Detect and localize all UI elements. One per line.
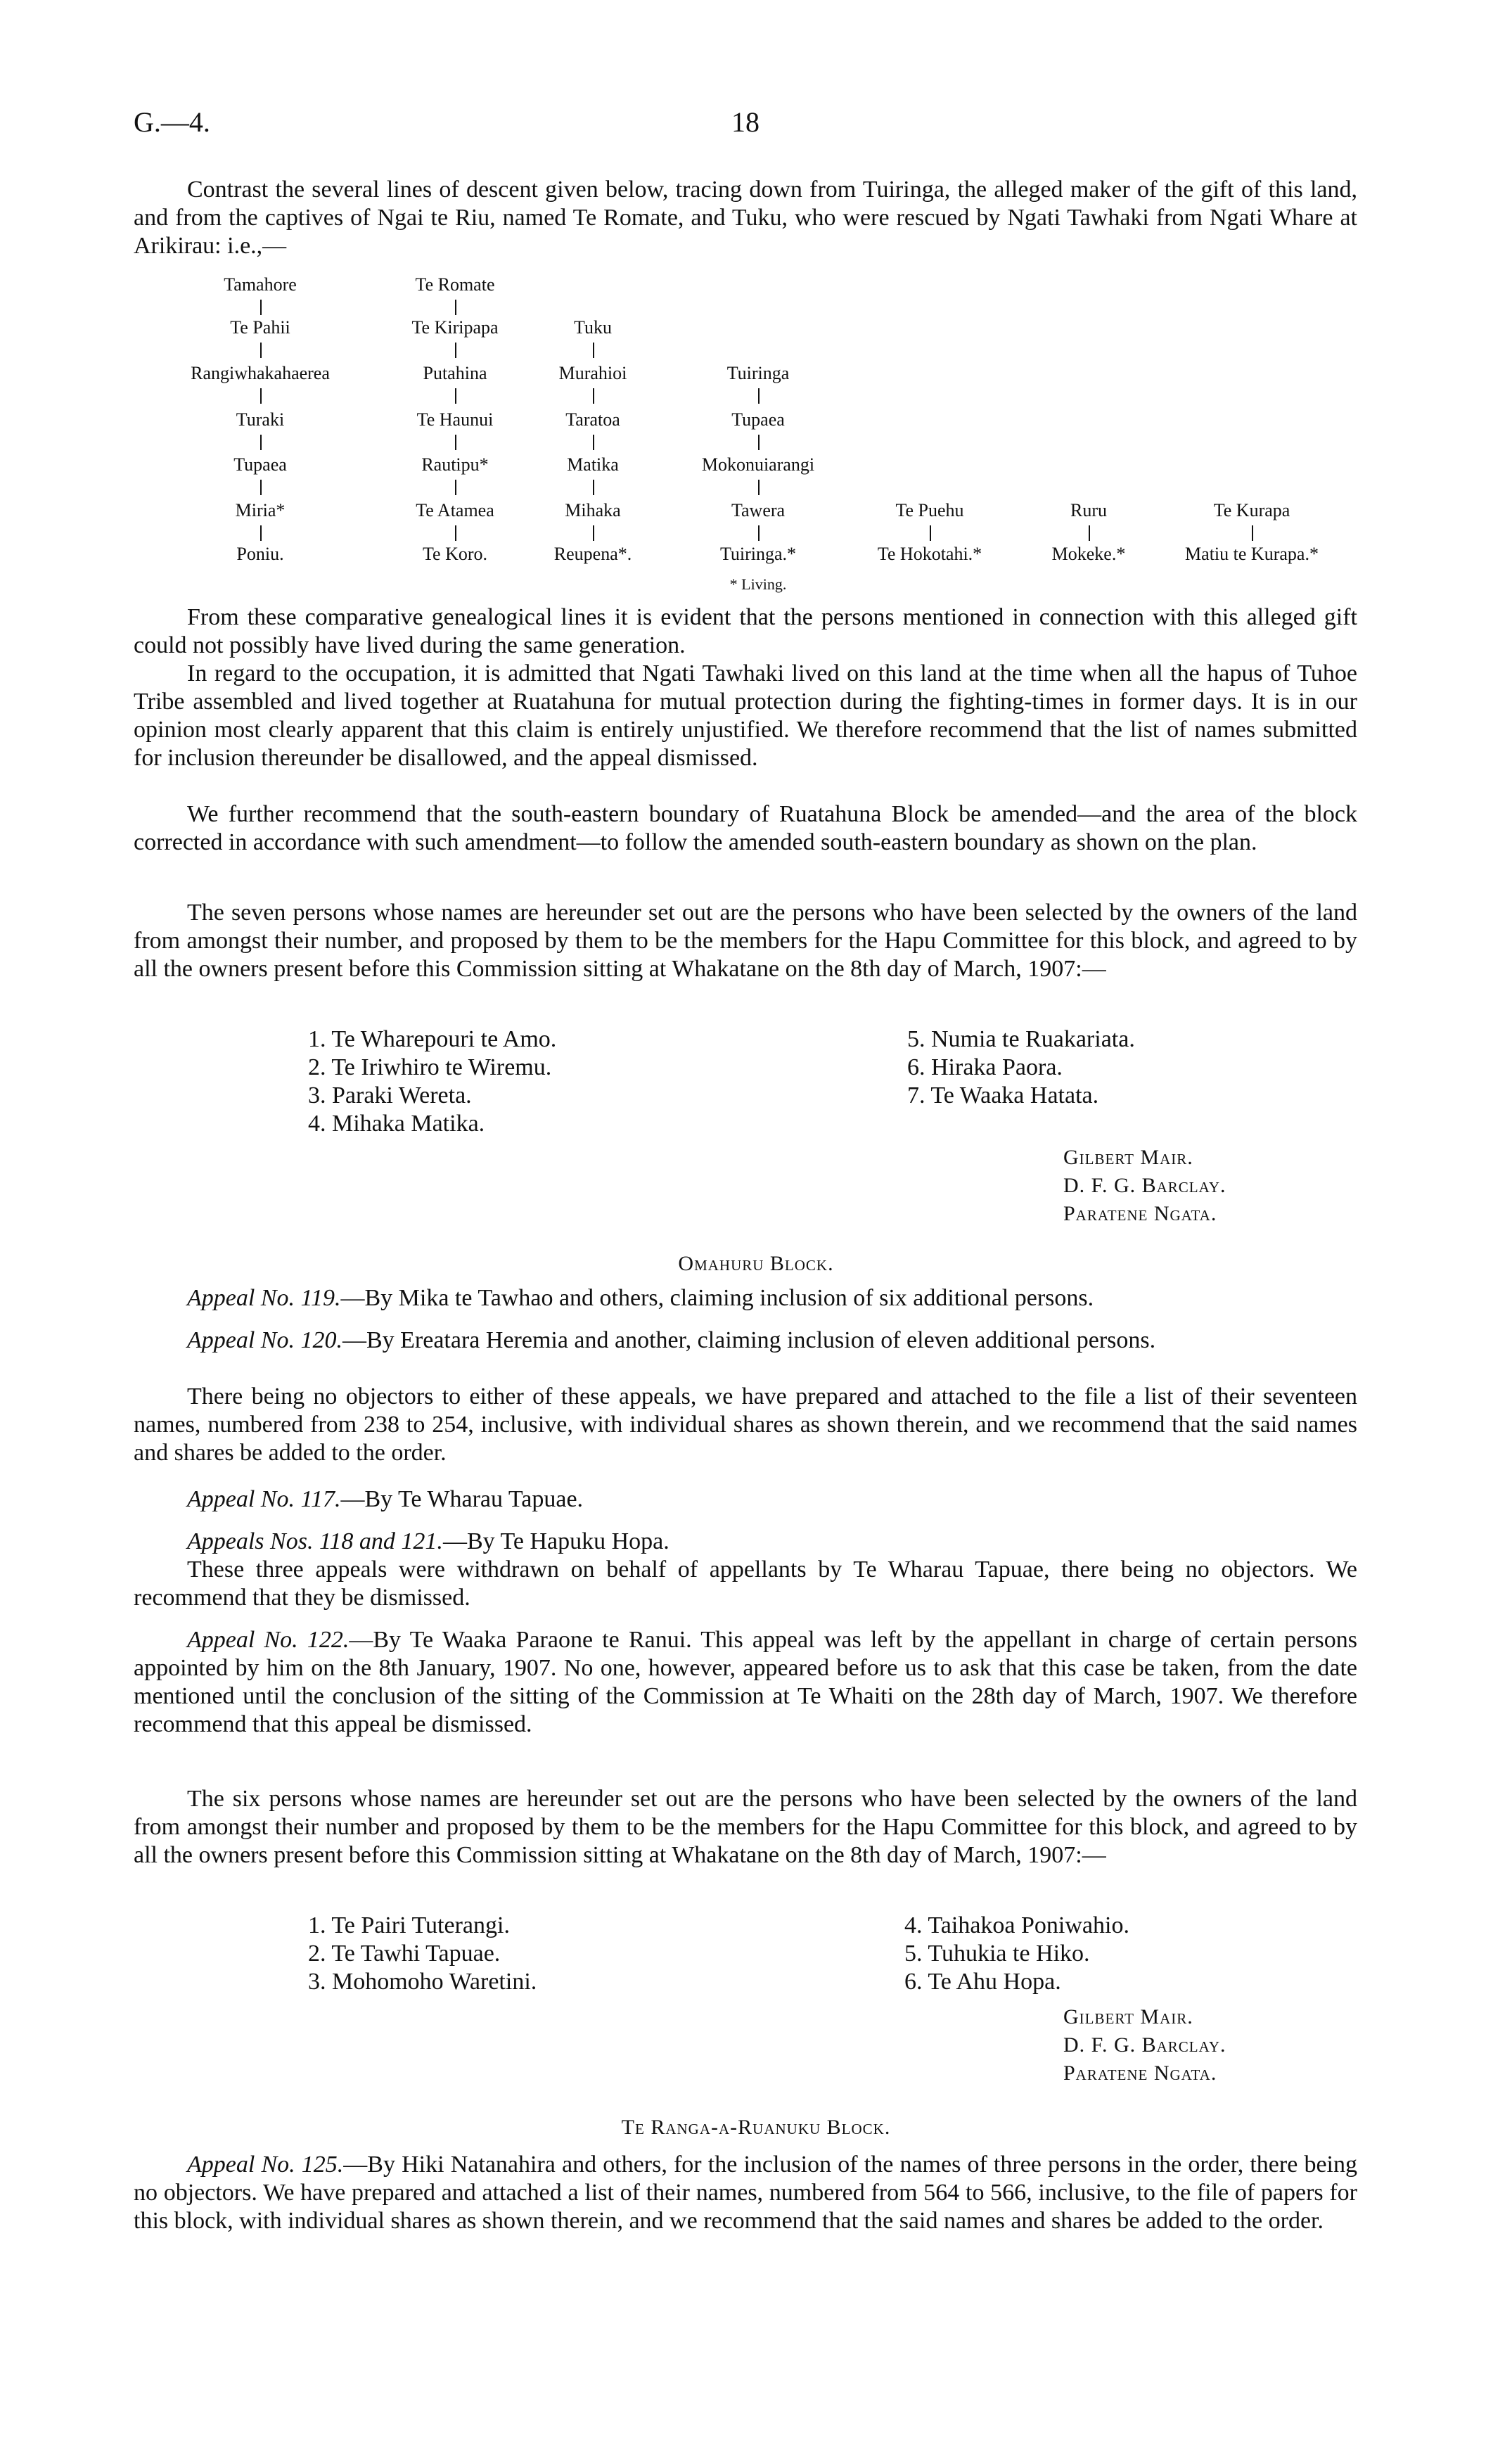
committee-member: 7. Te Waaka Hatata.: [907, 1082, 1099, 1108]
committee-member: 5. Numia te Ruakariata.: [907, 1026, 1135, 1052]
descent-line: [758, 480, 760, 495]
signature-ngata: Paratene Ngata.: [1063, 1202, 1217, 1225]
report-number: G.—4.: [134, 106, 210, 138]
descent-line: [455, 388, 456, 404]
genealogy-name: Poniu.: [236, 544, 284, 564]
genealogy-name: Miria*: [235, 500, 286, 520]
committee-member: 2. Te Iriwhiro te Wiremu.: [308, 1054, 552, 1080]
genealogy-name: Te Koro.: [422, 544, 488, 564]
descent-line: [455, 435, 456, 450]
genealogy-name: Te Pahii: [230, 317, 290, 338]
appeal-125-text: —By Hiki Natanahira and others, for the inclusion of the names of three persons in the order, there being no objectors. We have prepared and attached a list of their names, numbered from 564 to 566, inclusive, to the file of papers for this block, with individual shares as shown therein, and we recommend that the said names and shares be added to the order.: [134, 2152, 1358, 2234]
genealogy-name: Te Kurapa: [1213, 500, 1290, 520]
genealogy-name: Mihaka: [565, 500, 621, 520]
genealogy-name: Rangiwhakahaerea: [191, 363, 330, 383]
committee-member: 6. Hiraka Paora.: [907, 1054, 1063, 1080]
genealogy-name: Reupena*.: [553, 544, 632, 564]
appeal-122-text: —By Te Waaka Paraone te Ranui. This appeal was left by the appellant in charge of certain persons appointed by him on the 8th January, 1907. No one, however, appeared before us to ask that this case be taken, from the date mentioned until the conclusion of the sitting of the Commission at Te Whaiti on the 28th day of March, 1907. We therefore recommend that this appeal be dismissed.: [134, 1627, 1357, 1737]
genealogy-name: Tamahore: [224, 274, 297, 295]
descent-line: [930, 525, 931, 541]
descent-line: [455, 480, 456, 495]
genealogy-name: Tuku: [574, 317, 612, 338]
appeals-118-121-text: —By Te Hapuku Hopa.: [442, 1528, 669, 1554]
committee-member: 3. Mohomoho Waretini.: [308, 1969, 537, 1995]
appeal-125-label: Appeal No. 125.: [187, 2152, 344, 2178]
committee-intro-paragraph: The seven persons whose names are hereunder set out are the persons who have been selected by the owners of the land from amongst their number, and proposed by them to be the members for the Hapu Committee for this block, and agreed to by all the owners present before this Commission sitting at Whakatane on the 8th day of March, 1907:—: [134, 900, 1357, 982]
genealogy-name: Matika: [567, 454, 619, 475]
descent-line: [758, 388, 760, 404]
six-persons-paragraph: The six persons whose names are hereunder set out are the persons who have been selected by the owners of the land from amongst their number and proposed by them to be the members for the Hapu Committee for this block, and agreed to by all the owners present before this Commission sitting at Whakatane on the 8th day of March, 1907:—: [134, 1786, 1357, 1868]
genealogy-name: Putahina: [423, 363, 487, 383]
genealogy-name: Tupaea: [233, 454, 287, 475]
appeals-118-121: [134, 1528, 1357, 1556]
omahuru-heading: Omahuru Block.: [678, 1252, 834, 1275]
committee-member: 4. Taihakoa Poniwahio.: [904, 1912, 1129, 1938]
signature-mair: Gilbert Mair.: [1063, 2005, 1193, 2028]
descent-line: [1089, 525, 1090, 541]
descent-line: [260, 435, 262, 450]
ranga-heading: Te Ranga-a-Ruanuku Block.: [621, 2116, 891, 2139]
descent-line: [593, 388, 594, 404]
genealogy-name: Mokonuiarangi: [701, 454, 815, 475]
appeal-122-label: Appeal No. 122.: [187, 1627, 350, 1653]
withdrawn-paragraph: These three appeals were withdrawn on behalf of appellants by Te Wharau Tapuae, there being no objectors. We recommend that they be dismissed.: [134, 1556, 1357, 1611]
genealogy-name: Taratoa: [565, 409, 620, 430]
committee-member: 4. Mihaka Matika.: [308, 1111, 485, 1137]
genealogy-name: Tuiringa: [726, 363, 790, 383]
boundary-paragraph: We further recommend that the south-eastern boundary of Ruatahuna Block be amended—and the area of the block corrected in accordance with such amendment—to follow the amended south-eastern boundary as shown on the plan.: [134, 801, 1357, 855]
occupation-paragraph: In regard to the occupation, it is admitted that Ngati Tawhaki lived on this land at the time when all the hapus of Tuhoe Tribe assembled and lived together at Ruatahuna for mutual protection during the fighting-times in former days. It is in our opinion most clearly apparent that this claim is entirely unjustified. We therefore recommend that the list of names submitted for inclusion thereunder be disallowed, and the appeal dismissed.: [134, 660, 1357, 771]
appeal-117: [134, 1485, 1357, 1514]
genealogy-name: Te Kiripapa: [411, 317, 499, 338]
genealogy-name: Te Haunui: [416, 409, 494, 430]
appeal-125: [134, 2151, 1357, 2235]
no-objectors-paragraph: There being no objectors to either of these appeals, we have prepared and attached to the file a list of their seventeen names, numbered from 238 to 254, inclusive, with individual shares as shown therein, and we recommend that the said names and shares be added to the order.: [134, 1383, 1357, 1466]
genealogy-name: Te Hokotahi.*: [877, 544, 982, 564]
descent-line: [593, 480, 594, 495]
descent-line: [455, 300, 456, 315]
descent-line: [260, 525, 262, 541]
page-number: 18: [731, 106, 760, 138]
genealogy-conclusion-paragraph: From these comparative genealogical lines it is evident that the persons mentioned in connection with this alleged gift could not possibly have lived during the same generation.: [134, 604, 1357, 658]
signature-barclay: D. F. G. Barclay.: [1063, 2033, 1226, 2057]
descent-line: [455, 343, 456, 358]
genealogy-name: Rautipu*: [421, 454, 489, 475]
genealogy-name: Te Atamea: [416, 500, 494, 520]
descent-line: [260, 388, 262, 404]
descent-line: [593, 525, 594, 541]
genealogy-name: Tupaea: [731, 409, 785, 430]
descent-line: [593, 343, 594, 358]
descent-line: [455, 525, 456, 541]
descent-line: [260, 480, 262, 495]
committee-member: 6. Te Ahu Hopa.: [904, 1969, 1061, 1995]
appeal-120-label: Appeal No. 120.: [187, 1327, 342, 1353]
committee-member: 3. Paraki Wereta.: [308, 1082, 472, 1108]
signature-barclay: D. F. G. Barclay.: [1063, 1174, 1226, 1197]
signature-ngata: Paratene Ngata.: [1063, 2061, 1217, 2085]
genealogy-name: Murahioi: [558, 363, 627, 383]
intro-paragraph: Contrast the several lines of descent given below, tracing down from Tuiringa, the alleged maker of the gift of this land, and from the captives of Ngai te Riu, named Te Romate, and Tuku, who were rescued by Ngati Tawhaki from Ngati Whare at Arikirau: i.e.,—: [134, 177, 1357, 259]
appeal-119: [134, 1284, 1357, 1312]
committee-member: 1. Te Pairi Tuterangi.: [308, 1912, 510, 1938]
descent-line: [758, 435, 760, 450]
appeals-118-121-label: Appeals Nos. 118 and 121.: [187, 1528, 443, 1554]
appeal-120-text: —By Ereatara Heremia and another, claiming inclusion of eleven additional persons.: [342, 1327, 1156, 1353]
descent-line: [593, 435, 594, 450]
appeal-120: [134, 1327, 1357, 1355]
genealogy-name: Matiu te Kurapa.*: [1185, 544, 1319, 564]
signature-mair: Gilbert Mair.: [1063, 1146, 1193, 1169]
descent-line: [260, 343, 262, 358]
genealogy-name: Tawera: [731, 500, 786, 520]
appeal-119-label: Appeal No. 119.: [187, 1285, 341, 1311]
genealogy-name: Te Romate: [415, 274, 495, 295]
genealogy-name: Ruru: [1070, 500, 1107, 520]
genealogy-name: Te Puehu: [895, 500, 964, 520]
appeal-119-text: —By Mika te Tawhao and others, claiming inclusion of six additional persons.: [340, 1285, 1094, 1311]
genealogy-name: Turaki: [236, 409, 285, 430]
committee-member: 1. Te Wharepouri te Amo.: [308, 1026, 557, 1052]
descent-line: [1252, 525, 1253, 541]
appeal-117-label: Appeal No. 117.: [187, 1486, 341, 1512]
committee-member: 5. Tuhukia te Hiko.: [904, 1941, 1090, 1967]
appeal-122: [134, 1626, 1357, 1739]
genealogy-name: Mokeke.*: [1051, 544, 1126, 564]
committee-member: 2. Te Tawhi Tapuae.: [308, 1941, 501, 1967]
descent-line: [260, 300, 262, 315]
genealogy-name: Tuiringa.*: [719, 544, 797, 564]
living-footnote: * Living.: [729, 575, 787, 593]
appeal-117-text: —By Te Wharau Tapuae.: [340, 1486, 584, 1512]
descent-line: [758, 525, 760, 541]
